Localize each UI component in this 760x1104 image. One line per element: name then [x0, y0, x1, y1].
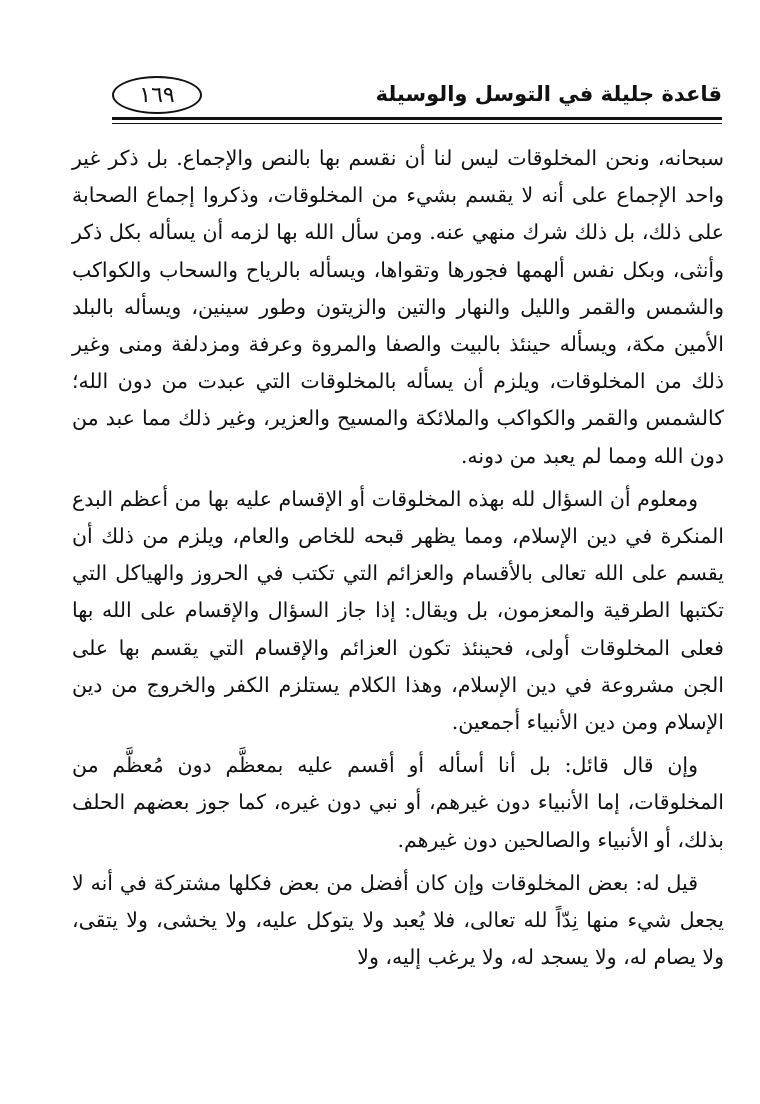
header-rule-thin — [112, 123, 722, 124]
paragraph-1: سبحانه، ونحن المخلوقات ليس لنا أن نقسم بها بالنص والإجماع. بل ذكر غير واحد الإجماع على أنه لا يقسم بشيء من المخلوقات، وذكروا إجماع الصحابة على ذلك، بل ذلك شرك منهي عنه. ومن سأل الله بها لزمه أن يسأله بكل ذكر وأنثى، وبكل نفس ألهمها فجورها وتقواها، ويسأله بالرياح والسحاب والكواكب والشمس والقمر والليل والنهار والتين والزيتون وطور سينين، ويسأله بالبلد الأمين مكة، ويسأله حينئذ بالبيت والصفا والمروة وعرفة ومزدلفة ومنى وغير ذلك من المخلوقات، ويلزم أن يسأله بالمخلوقات التي عبدت من دون الله؛ كالشمس والقمر والكواكب والملائكة والمسيح والعزير، وغير ذلك مما عبد من دون الله ومما لم يعبد من دونه. — [72, 146, 724, 468]
running-header — [112, 76, 722, 122]
paragraph-4: قيل له: بعض المخلوقات وإن كان أفضل من بعض فكلها مشتركة في أنه لا يجعل شيء منها نِدّاً لله تعالى، فلا يُعبد ولا يتوكل عليه، ولا يخشى، ولا يتقى، ولا يصام له، ولا يسجد له، ولا يرغب إليه، ولا — [72, 870, 724, 970]
paragraph-2: ومعلوم أن السؤال لله بهذه المخلوقات أو الإقسام عليه بها من أعظم البدع المنكرة في دين الإسلام، ومما يظهر قبحه للخاص والعام، ويلزم من ذلك أن يقسم على الله تعالى بالأقسام والعزائم التي تكتب في الحروز والهياكل التي تكتبها الطرقية والمعزمون، بل ويقال: إذا جاز السؤال والإقسام على الله بها فعلى المخلوقات أولى، فحينئذ تكون العزائم والإقسام التي يقسم بها على الجن مشروعة في دين الإسلام، وهذا الكلام يستلزم الكفر والخروج من دين الإسلام ومن دين الأنبياء أجمعين. — [72, 486, 724, 735]
page-number: ١٦٩ — [139, 82, 175, 108]
page-body — [72, 140, 724, 976]
header-rule-thick — [112, 117, 722, 120]
running-title: قاعدة جليلة في التوسل والوسيلة — [375, 82, 722, 106]
page-number-badge — [112, 76, 202, 114]
paragraph-3: وإن قال قائل: بل أنا أسأله أو أقسم عليه بمعظَّم دون مُعظَّم من المخلوقات، إما الأنبياء دون غيرهم، أو نبي دون غيره، كما جوز بعضهم الحلف بذلك، أو الأنبياء والصالحين دون غيرهم. — [72, 753, 724, 852]
